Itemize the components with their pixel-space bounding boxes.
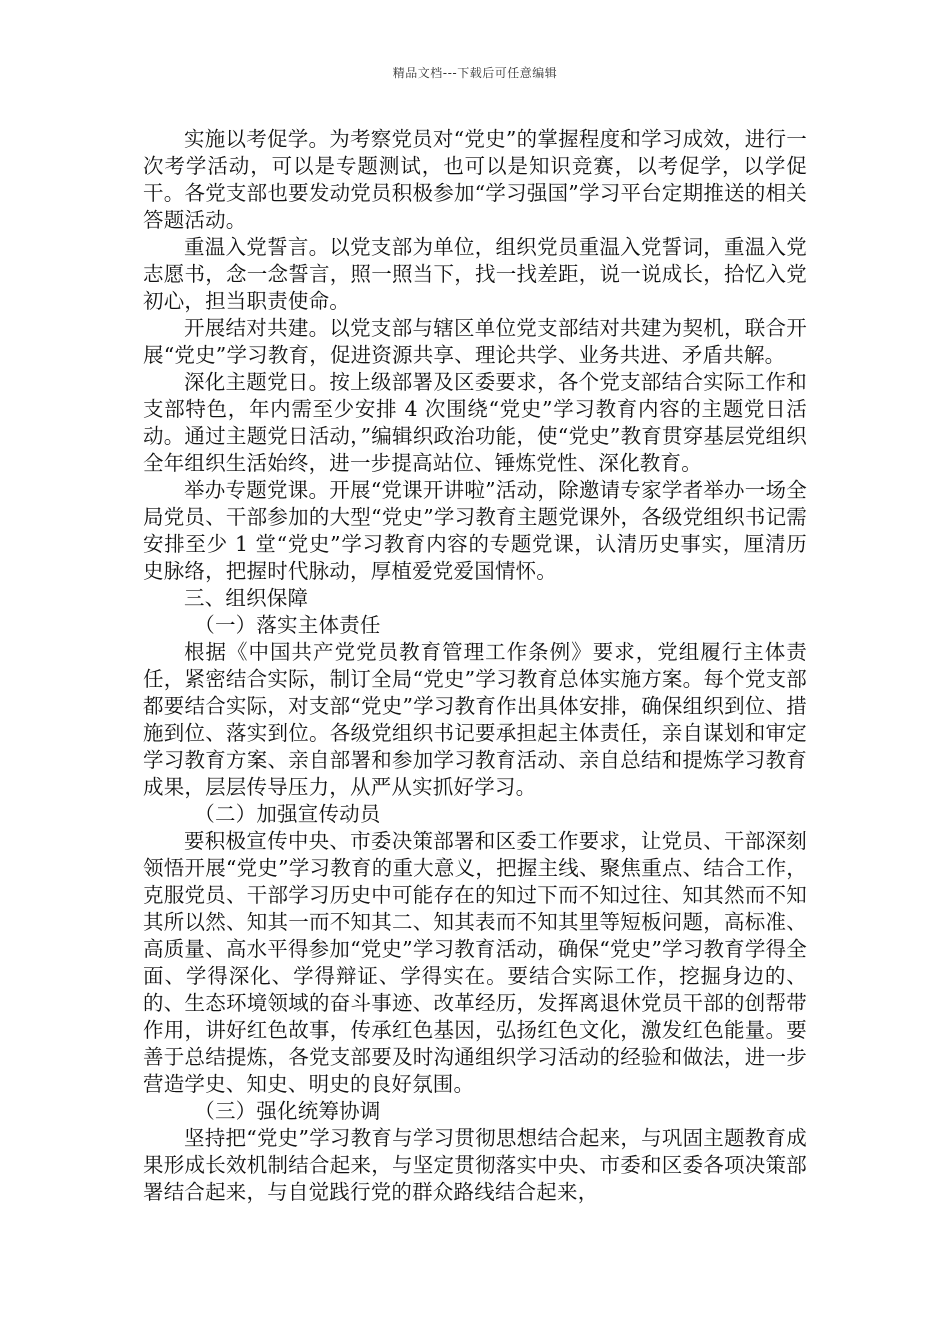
paragraph-theme-party-day: 深化主题党日。按上级部署及区委要求，各个党支部结合实际工作和支部特色，年内需至少安排 4 次围绕“党史”学习教育内容的主题党日活动。通过主题党日活动，”编辑织政治功能，使“党史”教育贯穿基层党组织全年组织生活始终，进一步提高站位、锤炼党性、深化教育。 [143, 370, 807, 475]
document-body [143, 126, 807, 1206]
section-heading-organizational-guarantee: 三、组织保障 [184, 586, 309, 610]
paragraph-paired-building: 开展结对共建。以党支部与辖区单位党支部结对共建为契机，联合开展“党史”学习教育，促进资源共享、理论共学、业务共进、矛盾共解。 [143, 316, 807, 367]
paragraph-main-responsibility: 根据《中国共产党党员教育管理工作条例》要求，党组履行主体责任，紧密结合实际，制订全局“党史”学习教育总体实施方案。每个党支部都要结合实际，对支部“党史”学习教育作出具体安排，确保组织到位、措施到位、落实到位。各级党组织书记要承担起主体责任，亲自谋划和审定学习教育方案、亲自部署和参加学习教育活动、亲自总结和提炼学习教育成果，层层传导压力，从严从实抓好学习。 [143, 640, 807, 799]
subheading-publicity-mobilization: （二）加强宣传动员 [194, 802, 381, 826]
paragraph-exam-promote-study: 实施以考促学。为考察党员对“党史”的掌握程度和学习成效，进行一次考学活动，可以是专题测试，也可以是知识竞赛，以考促学，以学促干。各党支部也要发动党员积极参加“学习强国”学习平台定期推送的相关答题活动。 [143, 127, 807, 232]
page-header: 精品文档---下载后可任意编辑 [392, 66, 558, 80]
subheading-main-responsibility: （一）落实主体责任 [194, 613, 381, 637]
subheading-overall-coordination: （三）强化统筹协调 [194, 1099, 381, 1123]
paragraph-special-party-lecture: 举办专题党课。开展“党课开讲啦”活动，除邀请专家学者举办一场全局党员、干部参加的大型“党史”学习教育主题党课外，各级党组织书记需安排至少 1 堂“党史”学习教育内容的专题党课，认清历史事实，厘清历史脉络，把握时代脉动，厚植爱党爱国情怀。 [143, 478, 807, 583]
paragraph-oath-review: 重温入党誓言。以党支部为单位，组织党员重温入党誓词，重温入党志愿书，念一念誓言，照一照当下，找一找差距，说一说成长，拾忆入党初心，担当职责使命。 [143, 235, 807, 313]
paragraph-overall-coordination: 坚持把“党史”学习教育与学习贯彻思想结合起来，与巩固主题教育成果形成长效机制结合起来，与坚定贯彻落实中央、市委和区委各项决策部署结合起来，与自觉践行党的群众路线结合起来， [143, 1126, 807, 1204]
paragraph-publicity-mobilization: 要积极宣传中央、市委决策部署和区委工作要求，让党员、干部深刻领悟开展“党史”学习教育的重大意义，把握主线、聚焦重点、结合工作，克服党员、干部学习历史中可能存在的知过下而不知过往、知其然而不知其所以然、知其一而不知其二、知其表而不知其里等短板问题，高标准、高质量、高水平得参加“党史”学习教育活动，确保“党史”学习教育学得全面、学得深化、学得辩证、学得实在。要结合实际工作，挖掘身边的、的、生态环境领域的奋斗事迹、改革经历，发挥离退休党员干部的创帮带作用，讲好红色故事，传承红色基因，弘扬红色文化，激发红色能量。要善于总结提炼，各党支部要及时沟通组织学习活动的经验和做法，进一步营造学史、知史、明史的良好氛围。 [143, 829, 807, 1096]
